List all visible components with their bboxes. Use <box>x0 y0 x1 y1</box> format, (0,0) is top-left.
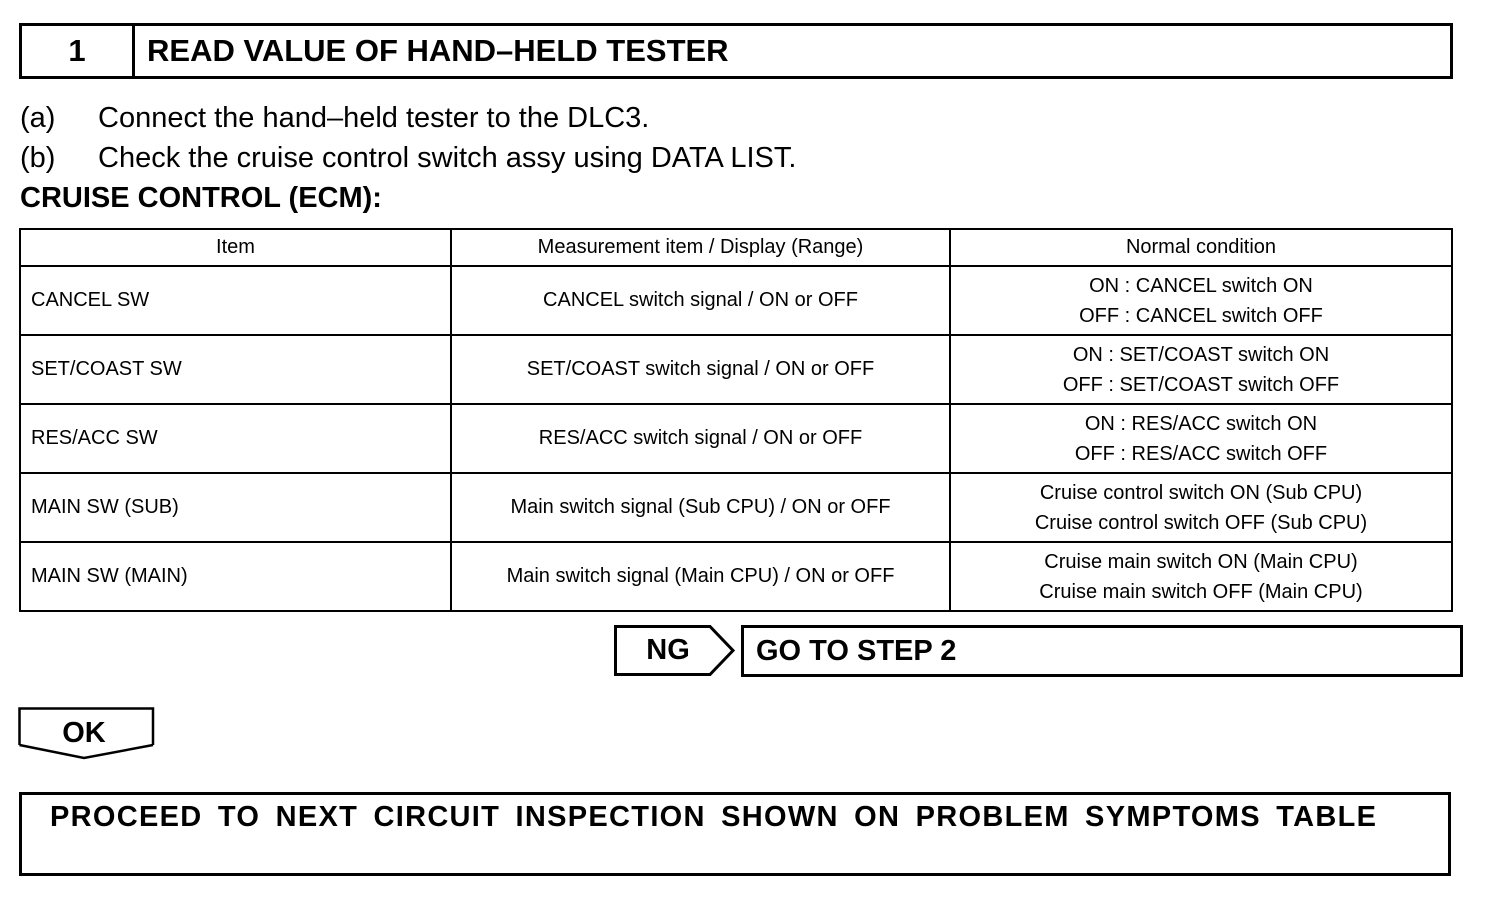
normal-on-line: ON : RES/ACC switch ON <box>1084 412 1318 435</box>
ok-label: OK <box>62 716 106 749</box>
normal-on-line: ON : CANCEL switch ON <box>1089 274 1313 297</box>
table-row <box>20 335 1452 404</box>
ng-arrow-tag <box>614 625 736 676</box>
ok-arrow-tag <box>18 707 156 761</box>
cell-item: SET/COAST SW <box>20 335 451 404</box>
cell-normal-condition <box>950 542 1452 611</box>
step-number: 1 <box>22 26 135 76</box>
cell-normal-condition <box>950 404 1452 473</box>
proceed-box <box>19 792 1451 876</box>
table-row <box>20 266 1452 335</box>
table-header-row <box>20 229 1452 266</box>
normal-off-line: Cruise control switch OFF (Sub CPU) <box>1034 511 1368 534</box>
normal-on-line: Cruise control switch ON (Sub CPU) <box>1039 481 1363 504</box>
instruction-b <box>20 142 796 175</box>
table-row <box>20 473 1452 542</box>
normal-off-line: OFF : RES/ACC switch OFF <box>1074 442 1328 465</box>
column-header-normal-condition: Normal condition <box>950 229 1452 266</box>
cell-item: RES/ACC SW <box>20 404 451 473</box>
cell-normal-condition <box>950 473 1452 542</box>
table-row <box>20 542 1452 611</box>
data-list-table <box>19 228 1453 612</box>
cell-item: CANCEL SW <box>20 266 451 335</box>
cell-measurement: RES/ACC switch signal / ON or OFF <box>451 404 950 473</box>
instruction-mark: (a) <box>20 102 56 134</box>
instruction-text: Check the cruise control switch assy using DATA LIST. <box>98 142 797 174</box>
normal-off-line: OFF : SET/COAST switch OFF <box>1062 373 1340 396</box>
normal-off-line: Cruise main switch OFF (Main CPU) <box>1039 580 1363 603</box>
cell-measurement: Main switch signal (Sub CPU) / ON or OFF <box>451 473 950 542</box>
proceed-text: PROCEED TO NEXT CIRCUIT INSPECTION SHOWN ON PROBLEM SYMPTOMS TABLE <box>50 801 1378 833</box>
normal-off-line: OFF : CANCEL switch OFF <box>1079 304 1323 327</box>
instruction-mark: (b) <box>20 142 56 174</box>
instruction-text: Connect the hand–held tester to the DLC3. <box>98 102 650 134</box>
ng-label: NG <box>646 634 690 666</box>
cell-normal-condition <box>950 335 1452 404</box>
table-row <box>20 404 1452 473</box>
cell-item: MAIN SW (SUB) <box>20 473 451 542</box>
cell-normal-condition <box>950 266 1452 335</box>
cell-measurement: Main switch signal (Main CPU) / ON or OFF <box>451 542 950 611</box>
cell-measurement: CANCEL switch signal / ON or OFF <box>451 266 950 335</box>
column-header-item: Item <box>20 229 451 266</box>
normal-on-line: Cruise main switch ON (Main CPU) <box>1044 550 1358 573</box>
normal-on-line: ON : SET/COAST switch ON <box>1072 343 1330 366</box>
instruction-a <box>20 102 649 135</box>
column-header-measurement: Measurement item / Display (Range) <box>451 229 950 266</box>
section-heading: CRUISE CONTROL (ECM): <box>20 182 382 214</box>
cell-measurement: SET/COAST switch signal / ON or OFF <box>451 335 950 404</box>
step-header <box>19 23 1453 79</box>
step-title: READ VALUE OF HAND–HELD TESTER <box>147 33 729 68</box>
ng-action-box: GO TO STEP 2 <box>741 625 1463 677</box>
cell-item: MAIN SW (MAIN) <box>20 542 451 611</box>
